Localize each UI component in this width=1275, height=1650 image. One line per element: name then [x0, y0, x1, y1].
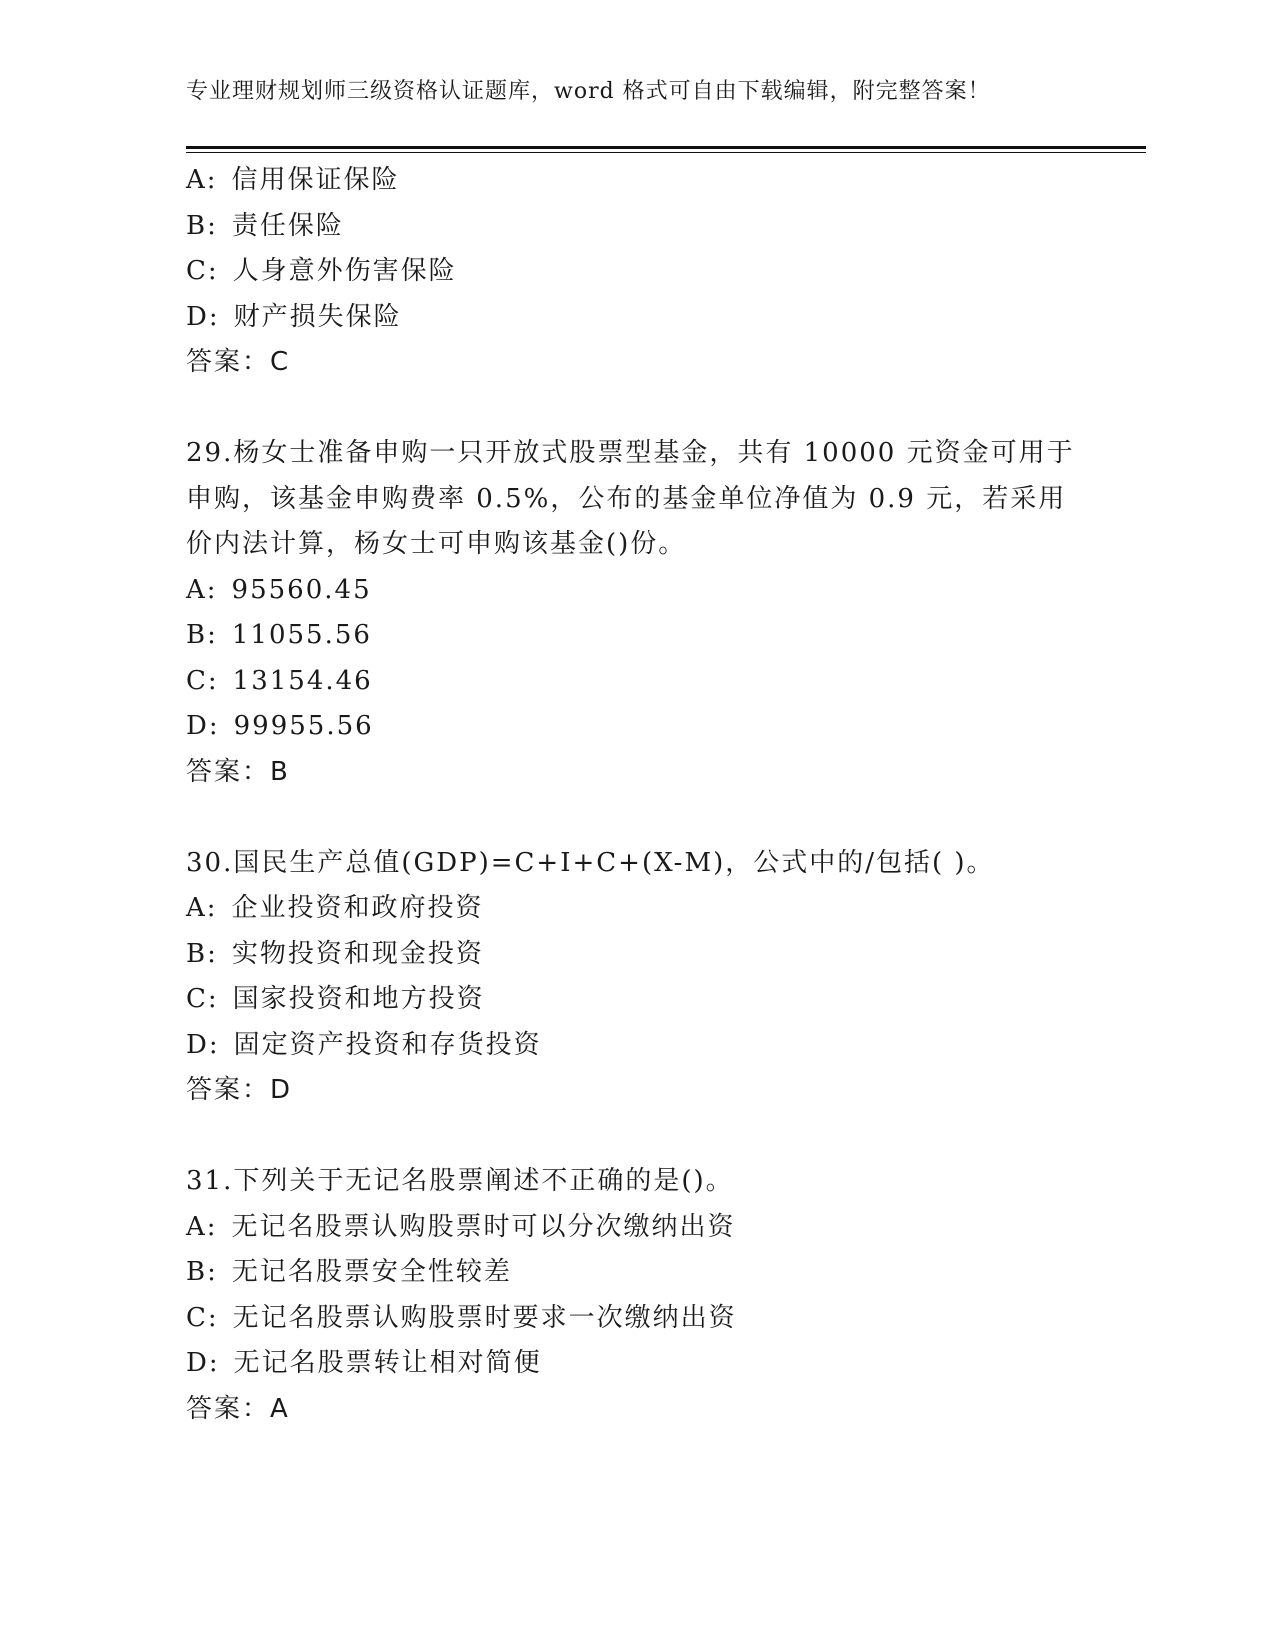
option-text: 实物投资和现金投资	[231, 938, 484, 969]
option-text: 95560.45	[231, 574, 372, 605]
option-label: C:	[186, 1302, 219, 1333]
spacer	[186, 1114, 1106, 1160]
question-stem-line: 30.国民生产总值(GDP)=C+I+C+(X-M)，公式中的/包括( )。	[186, 847, 995, 878]
option-c	[186, 977, 1106, 1023]
spacer	[186, 386, 1106, 432]
option-a	[186, 568, 1106, 614]
option-label: B:	[186, 210, 218, 241]
option-text: 信用保证保险	[231, 165, 400, 195]
option-text: 责任保险	[231, 210, 344, 241]
option-text: 无记名股票转让相对简便	[233, 1348, 542, 1378]
option-b	[186, 204, 1106, 250]
option-label: B:	[186, 1257, 218, 1287]
option-text: 无记名股票安全性较差	[231, 1257, 512, 1287]
option-a	[186, 1205, 1106, 1251]
option-d	[186, 1023, 1106, 1069]
question-block	[186, 431, 1106, 795]
question-stem-line: 申购，该基金申购费率 0.5%，公布的基金单位净值为 0.9 元，若采用	[186, 483, 1067, 514]
option-text: 11055.56	[231, 620, 372, 650]
option-label: A:	[186, 893, 218, 923]
option-text: 财产损失保险	[233, 301, 402, 332]
option-b	[186, 1250, 1106, 1296]
option-label: A:	[186, 1211, 218, 1242]
option-text: 无记名股票认购股票时可以分次缴纳出资	[231, 1211, 736, 1242]
option-d	[186, 295, 1106, 341]
question-stem-line: 价内法计算，杨女士可申购该基金()份。	[186, 529, 687, 559]
header-rule-thin	[186, 152, 1146, 153]
option-text: 企业投资和政府投资	[231, 893, 484, 923]
option-d	[186, 704, 1106, 750]
answer-line: 答案：D	[186, 1075, 293, 1105]
question-list	[186, 158, 1106, 1432]
option-label: D:	[186, 1029, 220, 1060]
option-text: 13154.46	[232, 665, 373, 696]
answer-line: 答案：B	[186, 756, 290, 787]
option-label: D:	[186, 711, 220, 741]
option-text: 国家投资和地方投资	[232, 984, 485, 1014]
question-stem-line: 29.杨女士准备申购一只开放式股票型基金，共有 10000 元资金可用于	[186, 438, 1075, 468]
option-label: C:	[186, 665, 219, 696]
option-c	[186, 1296, 1106, 1342]
option-a	[186, 886, 1106, 932]
option-label: B:	[186, 938, 218, 969]
option-label: A:	[186, 574, 218, 605]
option-label: D:	[186, 1348, 220, 1378]
question-stem-line: 31.下列关于无记名股票阐述不正确的是()。	[186, 1166, 734, 1196]
page-header: 专业理财规划师三级资格认证题库，word 格式可自由下载编辑，附完整答案！	[186, 79, 991, 104]
spacer	[186, 795, 1106, 841]
option-text: 固定资产投资和存货投资	[233, 1029, 542, 1060]
option-text: 人身意外伤害保险	[232, 256, 457, 286]
option-label: C:	[186, 984, 219, 1014]
question-block	[186, 841, 1106, 1114]
header-rule-thick	[186, 146, 1146, 149]
option-b	[186, 932, 1106, 978]
question-block	[186, 1159, 1106, 1432]
option-text: 99955.56	[233, 711, 374, 741]
option-label: B:	[186, 620, 218, 650]
option-label: A:	[186, 165, 218, 195]
answer-line: 答案：C	[186, 347, 291, 377]
option-c	[186, 659, 1106, 705]
answer-line: 答案：A	[186, 1393, 290, 1424]
option-a	[186, 158, 1106, 204]
question-block	[186, 158, 1106, 386]
option-b	[186, 613, 1106, 659]
option-text: 无记名股票认购股票时要求一次缴纳出资	[232, 1302, 737, 1333]
option-label: D:	[186, 301, 220, 332]
option-c	[186, 249, 1106, 295]
option-label: C:	[186, 256, 219, 286]
option-d	[186, 1341, 1106, 1387]
